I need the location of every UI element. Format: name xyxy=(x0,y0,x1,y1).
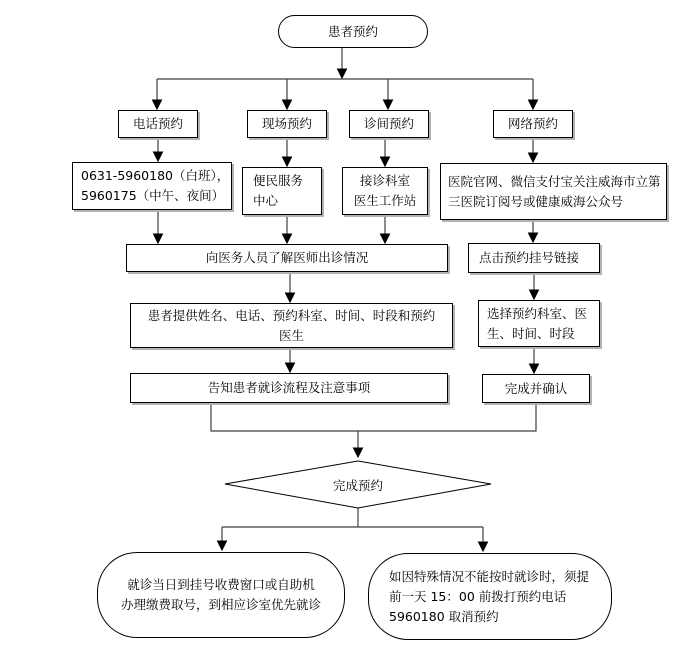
node-doctor-workstation xyxy=(342,167,428,215)
node-inform-process-label: 告知患者就诊流程及注意事项 xyxy=(207,380,371,395)
node-onsite-booking xyxy=(247,110,327,138)
node-clinic-booking xyxy=(349,110,429,138)
node-start xyxy=(278,15,428,48)
node-provide-info xyxy=(130,303,453,348)
node-inform-process xyxy=(130,373,448,403)
node-phone-numbers-line-2: 5960175（中午、夜间） xyxy=(81,188,225,203)
node-cancel-policy xyxy=(368,553,612,640)
node-visit-day-line-2: 办理缴费取号，到相应诊室优先就诊 xyxy=(120,597,321,612)
node-phone-numbers xyxy=(72,162,232,210)
node-onsite-booking-label: 现场预约 xyxy=(261,116,312,131)
node-cancel-policy-line-2: 前一天 15：00 前拨打预约电话 xyxy=(389,588,567,604)
node-clinic-booking-label: 诊间预约 xyxy=(363,116,414,131)
node-online-channels xyxy=(440,163,667,220)
node-service-center-line-2: 中心 xyxy=(253,193,279,208)
node-click-link-label: 点击预约挂号链接 xyxy=(479,250,580,265)
node-confirm-label: 完成并确认 xyxy=(504,380,568,396)
node-phone-booking xyxy=(118,110,198,138)
node-visit-day-line-1: 就诊当日到挂号收费窗口或自助机 xyxy=(127,577,315,592)
node-doctor-workstation-line-2: 医生工作站 xyxy=(353,193,417,208)
node-select-dept-line-1: 选择预约科室、医 xyxy=(487,305,588,321)
node-doctor-workstation-line-1: 接诊科室 xyxy=(359,173,410,188)
node-provide-info-line-2: 医生 xyxy=(278,327,304,343)
connector-merge-bar xyxy=(211,403,536,431)
node-phone-booking-label: 电话预约 xyxy=(132,116,183,131)
node-phone-numbers-line-1: 0631-5960180（白班）， xyxy=(81,168,230,183)
node-online-booking-label: 网络预约 xyxy=(507,116,558,131)
node-visit-day xyxy=(97,552,345,638)
node-cancel-policy-line-3: 5960180 取消预约 xyxy=(389,608,499,624)
node-decision-label: 完成预约 xyxy=(332,477,383,493)
node-service-center-line-1: 便民服务 xyxy=(253,173,304,188)
node-ask-staff-label: 向医务人员了解医师出诊情况 xyxy=(205,250,369,265)
node-select-dept xyxy=(478,300,600,347)
node-start-label: 患者预约 xyxy=(327,23,378,39)
node-online-channels-line-1: 医院官网、微信支付宝关注威海市立第 xyxy=(448,173,661,189)
node-service-center xyxy=(242,167,322,215)
node-online-booking xyxy=(493,110,573,138)
node-online-channels-line-2: 三医院订阅号或健康威海公众号 xyxy=(448,193,624,209)
node-cancel-policy-line-1: 如因特殊情况不能按时就诊时，须提 xyxy=(389,568,590,584)
node-select-dept-line-2: 生、时间、时段 xyxy=(487,325,575,341)
node-ask-staff xyxy=(126,244,448,272)
node-provide-info-line-1: 患者提供姓名、电话、预约科室、时间、时段和预约 xyxy=(147,307,436,323)
node-click-link xyxy=(468,243,600,273)
node-confirm xyxy=(482,374,590,403)
